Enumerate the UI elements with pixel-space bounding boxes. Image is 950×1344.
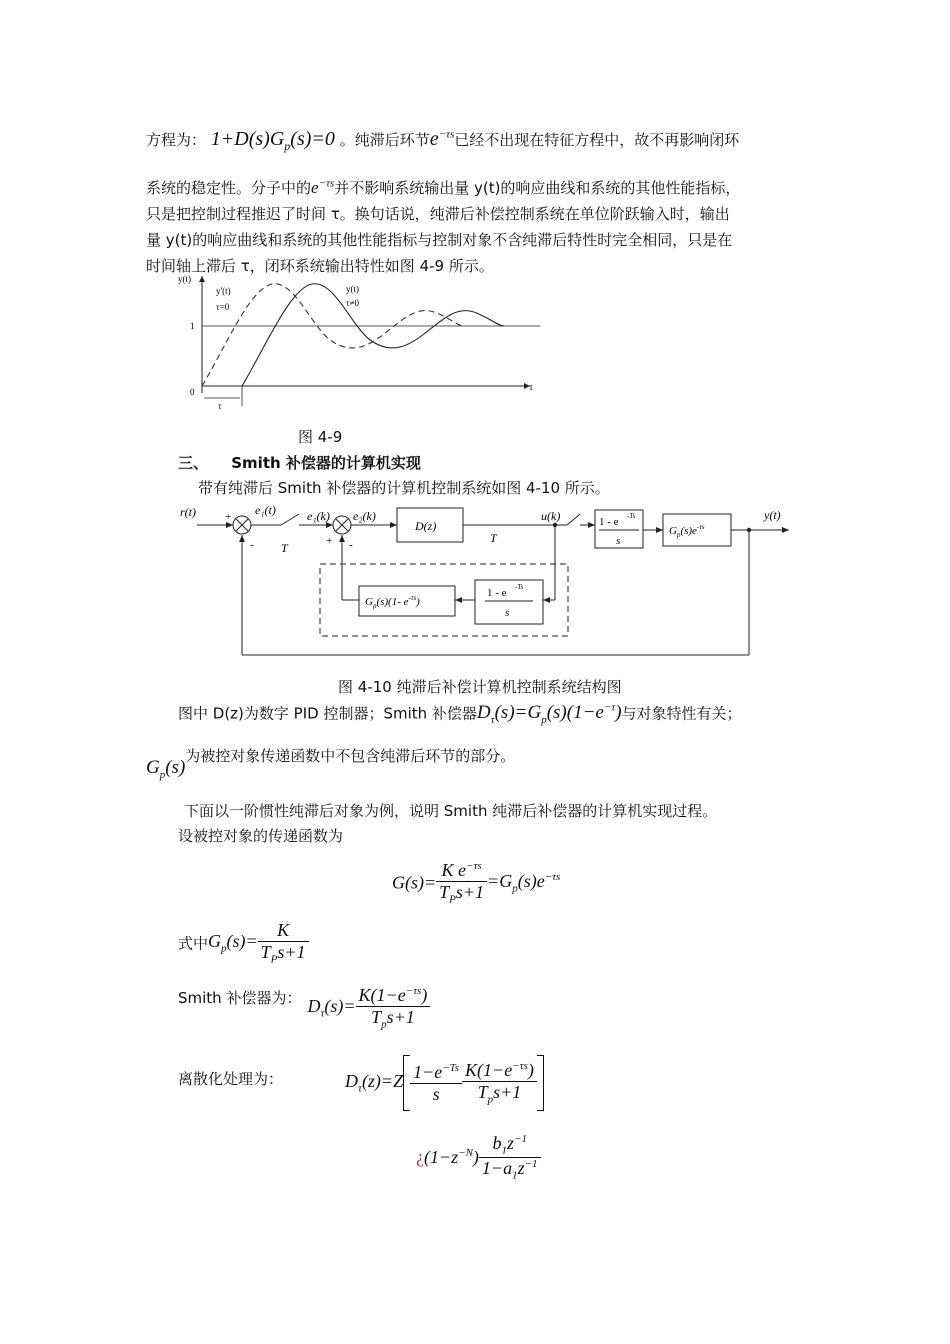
- eq-sub: p: [159, 768, 166, 781]
- eq5-a: (1−z: [424, 1146, 459, 1167]
- curve2-name: y(t): [346, 284, 359, 294]
- label-y: y(t): [764, 508, 781, 522]
- eq2-den-sub: P: [270, 953, 278, 966]
- eq4-tail: (z)=Z: [361, 1071, 404, 1092]
- eq4-f2-den-sub: p: [487, 1093, 494, 1106]
- eq-text: 1+D(s)G: [210, 128, 285, 150]
- eq2-tail: (s)=: [226, 931, 258, 951]
- eq4-f2-close: ): [527, 1060, 534, 1081]
- eq-sup: −τ: [603, 702, 616, 714]
- eq3-den: T: [371, 1007, 382, 1027]
- eq-sub: τ: [490, 714, 495, 727]
- plus-1: +: [225, 511, 232, 523]
- eq3-num-sup: −τs: [405, 985, 422, 997]
- eq5-fraction: [479, 1133, 541, 1181]
- eq-tail: (s): [165, 757, 186, 778]
- sampler-2: [567, 514, 580, 525]
- curve-no-delay: [202, 284, 464, 386]
- eq3-sub: τ: [320, 1007, 325, 1020]
- section-title: Smith 补偿器的计算机实现: [231, 454, 421, 472]
- eq3-tail: (s)=: [324, 996, 356, 1016]
- label-uk: u(k): [541, 509, 561, 523]
- equation-3: [178, 985, 430, 1031]
- plus-2: +: [326, 535, 333, 547]
- char-eq-1: [210, 128, 335, 153]
- eq2-g: G: [208, 931, 222, 951]
- curve1-cond: τ=0: [216, 302, 230, 312]
- smith-zoh-den: s: [505, 607, 510, 619]
- eq4-f1-den: s: [432, 1083, 440, 1104]
- eq3-fraction: [356, 985, 431, 1031]
- figure-4-10-caption: 图 4-10 纯滞后补偿计算机控制系统结构图: [338, 678, 622, 696]
- delay-exp: [311, 178, 334, 197]
- eq4-f2-den: T: [477, 1082, 488, 1103]
- exp-sup: −τs: [438, 128, 455, 141]
- eq5-num-sub: 1: [501, 1144, 507, 1157]
- eq2-lead: 式中: [178, 934, 209, 953]
- para-2-line-1: [146, 177, 740, 198]
- eq2-fraction: [258, 920, 309, 966]
- eq4-f2-sup: −τs: [512, 1060, 528, 1073]
- eq5-num-tail: z: [507, 1133, 515, 1153]
- zoh-num: 1 - e: [599, 516, 619, 528]
- text: 已经不出现在特征方程中，故不再影响闭环: [454, 131, 740, 149]
- eq-sub2: p: [541, 714, 547, 727]
- para-2-line-4: 时间轴上滞后 τ，闭环系统输出特性如图 4-9 所示。: [146, 257, 494, 275]
- para-6: 下面以一阶惯性纯滞后对象为例，说明 Smith 纯滞后补偿器的计算机实现过程。: [184, 802, 718, 820]
- para-3: 带有纯滞后 Smith 补偿器的计算机控制系统如图 4-10 所示。: [198, 479, 610, 497]
- t-axis-label: t: [530, 382, 533, 392]
- eq5-lead: ¿: [416, 1146, 424, 1167]
- label-e2k: e₂(k): [353, 509, 376, 523]
- curve1-name: y'(t): [216, 286, 231, 296]
- eq4-lead: 离散化处理为：: [178, 1070, 284, 1088]
- para-4: [178, 702, 742, 726]
- gp-eq: [146, 757, 186, 781]
- eq-sub: p: [284, 139, 291, 153]
- text: 为被控对象传递函数中不包含纯滞后环节的部分。: [185, 747, 516, 765]
- eq1-den-sub: P: [449, 893, 456, 906]
- eq1-rhs: [487, 871, 561, 895]
- minus-1: -: [250, 539, 254, 551]
- eq3-lhs: [307, 996, 356, 1020]
- eq2-num: K: [258, 920, 309, 942]
- eq5-den-sup: −1: [524, 1157, 538, 1170]
- eq-close: ): [615, 702, 622, 724]
- exp-base: e: [429, 128, 439, 150]
- eq2-sub: p: [221, 942, 227, 955]
- eq4-f2-den-tail: s+1: [493, 1082, 522, 1103]
- text: 系统的稳定性。分子中的: [146, 179, 312, 197]
- eq3-num-close: ): [421, 985, 428, 1005]
- eq1-num-sup: −τs: [466, 860, 482, 872]
- plant-tail: (s)e: [680, 525, 697, 537]
- minus-2: -: [349, 539, 353, 551]
- smith-eq: [476, 702, 622, 727]
- eq5-num: b: [492, 1133, 502, 1153]
- smith-g: G: [365, 596, 373, 608]
- eq-tail: (s)(1−e: [546, 702, 604, 724]
- eq2-den: T: [260, 942, 271, 962]
- equation-5: [416, 1133, 541, 1181]
- eq3-d: D: [307, 996, 321, 1016]
- eq3-den-tail: s+1: [386, 1007, 415, 1027]
- eq1-lhs: G(s)=: [392, 872, 437, 893]
- label-r: r(t): [180, 505, 196, 519]
- eq3-lead: Smith 补偿器为：: [178, 989, 302, 1008]
- eq4-fraction-1: [410, 1062, 462, 1105]
- eq5-a-sup: −N: [458, 1146, 473, 1159]
- eq1-rhs-sub: p: [512, 882, 518, 895]
- eq3-num: K(1−e: [358, 985, 406, 1005]
- left-bracket: [403, 1055, 410, 1111]
- label-T1: T: [281, 541, 288, 555]
- controller-label: D(z): [415, 519, 437, 533]
- exp-sup: −τs: [318, 177, 335, 190]
- label-zero: 0: [190, 387, 195, 397]
- eq4-f1-num: 1−e: [413, 1061, 443, 1082]
- tau-label: τ: [218, 401, 222, 411]
- text: 与对象特性有关；: [621, 704, 742, 723]
- eq1-num: K e: [441, 860, 467, 880]
- eq5-num-sup: −1: [514, 1133, 527, 1145]
- smith-sup: -τs: [408, 594, 417, 602]
- figure-4-9: [170, 268, 550, 413]
- plant-sup: -τs: [696, 523, 705, 531]
- delay-exp: [430, 128, 455, 150]
- para-1-line: [146, 128, 739, 154]
- para-7: 设被控对象的传递函数为: [178, 827, 344, 845]
- smith-tail: (s)(1- e: [376, 596, 409, 608]
- eq4-f1-sup: −Ts: [442, 1061, 460, 1074]
- eq4-sub: τ: [358, 1082, 362, 1095]
- eq1-fraction: [436, 860, 487, 906]
- eq2-lhs: [208, 931, 258, 955]
- plant-g: G: [669, 525, 677, 537]
- para-5: [146, 747, 516, 781]
- eq4-lhs: [345, 1071, 404, 1095]
- eq-mid: (s)=G: [494, 702, 542, 724]
- eq2-den-tail: s+1: [277, 942, 306, 962]
- right-bracket: [537, 1055, 544, 1111]
- plant-sub: p: [676, 531, 681, 539]
- eq5-den-sub: 1: [512, 1169, 518, 1182]
- text: 。纯滞后环节: [339, 131, 430, 149]
- eq1-rhs-tail: (s)e: [517, 871, 545, 891]
- eq5-factor: [424, 1147, 479, 1167]
- para-2-line-3: 量 y(t)的响应曲线和系统的其他性能指标与控制对象不含纯滞后特性时完全相同，只是在: [146, 231, 733, 249]
- smith-zoh-sup: -Ts: [515, 583, 524, 591]
- para-2-line-2: 只是把控制过程推迟了时间 τ。换句话说，纯滞后补偿控制系统在单位阶跃输入时，输出: [146, 205, 730, 223]
- label-e1k: e₁(k): [307, 509, 330, 523]
- eq4-f2-num: K(1−e: [465, 1060, 513, 1081]
- section-heading: [178, 452, 421, 473]
- sampler-1: [281, 514, 299, 525]
- eq1-den-tail: s+1: [455, 882, 485, 902]
- eq1-den: T: [439, 882, 450, 902]
- label-one: 1: [190, 321, 195, 331]
- equation-2: [178, 920, 309, 966]
- eq-tail: (s)=0: [290, 128, 335, 150]
- text: 图中 D(z)为数字 PID 控制器；Smith 补偿器: [178, 704, 477, 723]
- equation-4: [345, 1055, 544, 1111]
- text: 方程为：: [146, 131, 207, 149]
- figure-4-10: [175, 500, 795, 665]
- zoh-den: s: [616, 535, 621, 547]
- eq5-den-tail: z: [517, 1157, 525, 1178]
- equation-1: [392, 860, 560, 906]
- y-axis-label: y(t): [178, 274, 191, 284]
- text: 并不影响系统输出量 y(t)的响应曲线和系统的其他性能指标，: [334, 179, 741, 197]
- eq5-den: 1−a: [481, 1157, 513, 1178]
- eq4-fraction-2: [462, 1060, 537, 1106]
- eq-d: D: [476, 702, 491, 724]
- section-number: 三、: [178, 454, 209, 472]
- figure-4-9-caption: 图 4-9: [298, 428, 343, 446]
- exp-base: e: [311, 178, 319, 197]
- smith-sub: p: [372, 602, 377, 610]
- smith-zoh-num: 1 - e: [487, 587, 507, 599]
- eq1-rhs-g: =G: [487, 871, 513, 891]
- smith-close: ): [416, 596, 420, 608]
- eq3-den-sub: p: [381, 1018, 387, 1031]
- eq5-a-close: ): [472, 1146, 479, 1167]
- zoh-sup: -Ts: [627, 512, 636, 520]
- label-e1: e₁(t): [255, 503, 276, 517]
- label-T2: T: [490, 531, 497, 545]
- eq-g: G: [146, 757, 160, 778]
- curve2-cond: τ≠0: [346, 298, 360, 308]
- eq1-rhs-sup: −τs: [544, 871, 561, 883]
- eq4-d: D: [345, 1071, 358, 1092]
- curve-with-delay: [242, 284, 504, 386]
